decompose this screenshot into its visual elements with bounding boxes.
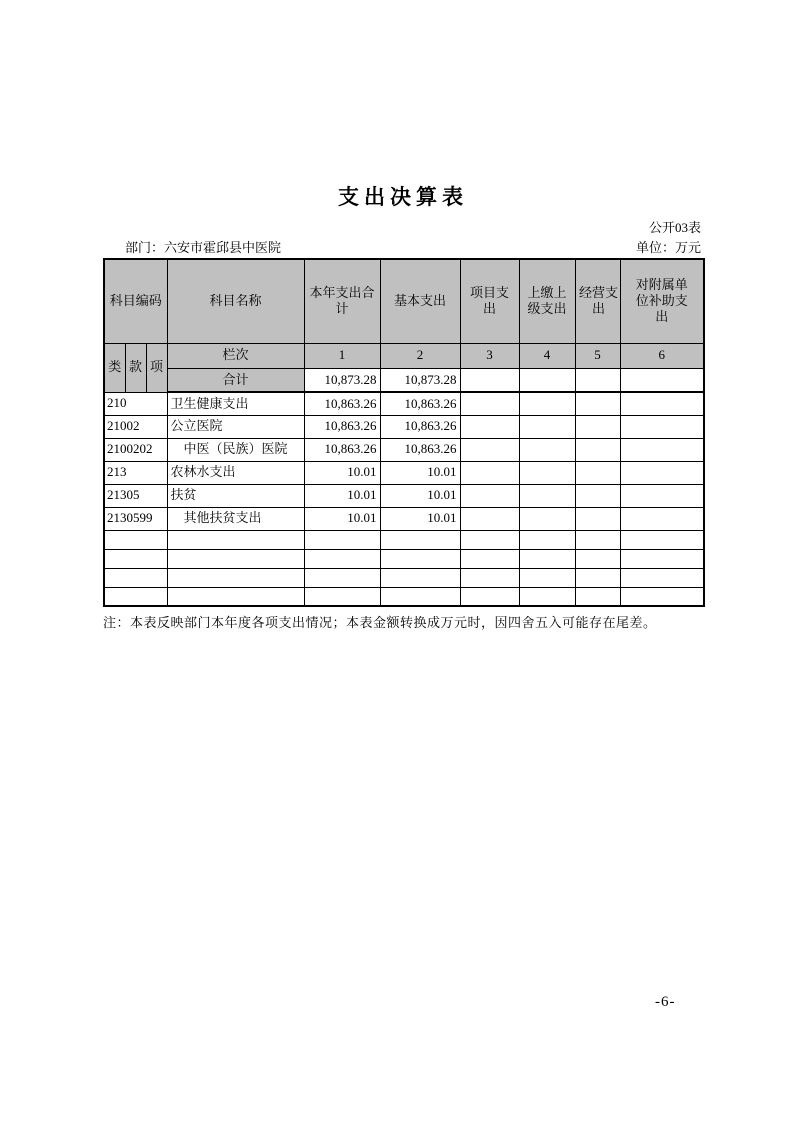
- expenditure-table: [103, 258, 705, 607]
- total-value-2: 10,873.28: [380, 368, 460, 392]
- row-value-2: 10,863.26: [380, 438, 460, 461]
- row-value-3: [460, 392, 519, 415]
- col-number-3: 3: [460, 343, 519, 368]
- header-upper-level-expenditure: 上缴上级支出: [519, 259, 575, 343]
- table-code-label: 公开03表: [648, 220, 701, 235]
- subheader-section: 款: [125, 343, 146, 392]
- total-value-6: [620, 368, 704, 392]
- unit-label: 单位：万元: [635, 240, 701, 255]
- header-total-expenditure: 本年支出合计: [304, 259, 380, 343]
- table-row: [104, 461, 704, 484]
- subheader-class: 类: [104, 343, 125, 392]
- row-value-6: [620, 415, 704, 438]
- row-code: 213: [104, 461, 167, 484]
- header-operating-expenditure: 经营支出: [575, 259, 620, 343]
- header-basic-expenditure: 基本支出: [380, 259, 460, 343]
- department-label: 部门：六安市霍邱县中医院: [125, 240, 282, 255]
- header-subject-code: 科目编码: [104, 259, 167, 343]
- col-number-6: 6: [620, 343, 704, 368]
- row-code: 210: [104, 392, 167, 415]
- row-value-1: 10.01: [304, 461, 380, 484]
- row-value-6: [620, 484, 704, 507]
- row-name: 公立医院: [167, 415, 304, 438]
- row-value-5: [575, 415, 620, 438]
- table-header-row: [104, 259, 704, 343]
- row-value-1: 10,863.26: [304, 438, 380, 461]
- lanci-label: 栏次: [167, 343, 304, 368]
- row-value-3: [460, 484, 519, 507]
- empty-row: [104, 587, 704, 606]
- row-value-6: [620, 438, 704, 461]
- row-value-6: [620, 392, 704, 415]
- header-subsidy-expenditure: 对附属单位补助支出: [620, 259, 704, 343]
- table-row: [104, 438, 704, 461]
- row-value-2: 10.01: [380, 507, 460, 530]
- total-row: [104, 368, 704, 392]
- row-value-6: [620, 507, 704, 530]
- col-number-5: 5: [575, 343, 620, 368]
- row-value-3: [460, 438, 519, 461]
- empty-row: [104, 549, 704, 568]
- row-value-3: [460, 415, 519, 438]
- row-name: 其他扶贫支出: [167, 507, 304, 530]
- row-value-4: [519, 507, 575, 530]
- col-number-4: 4: [519, 343, 575, 368]
- row-value-5: [575, 484, 620, 507]
- total-value-4: [519, 368, 575, 392]
- row-value-1: 10.01: [304, 507, 380, 530]
- row-value-5: [575, 507, 620, 530]
- subheader-item: 项: [146, 343, 167, 392]
- row-value-6: [620, 461, 704, 484]
- row-code: 2100202: [104, 438, 167, 461]
- col-number-2: 2: [380, 343, 460, 368]
- row-value-4: [519, 415, 575, 438]
- column-index-row: [104, 343, 704, 368]
- total-value-3: [460, 368, 519, 392]
- total-label: 合计: [167, 368, 304, 392]
- empty-row: [104, 568, 704, 587]
- total-value-1: 10,873.28: [304, 368, 380, 392]
- row-value-3: [460, 507, 519, 530]
- table-row: [104, 484, 704, 507]
- row-name: 扶贫: [167, 484, 304, 507]
- row-value-2: 10,863.26: [380, 415, 460, 438]
- row-value-5: [575, 461, 620, 484]
- table-row: [104, 507, 704, 530]
- footnote: 注：本表反映部门本年度各项支出情况；本表金额转换成万元时，因四舍五入可能存在尾差。: [103, 615, 657, 630]
- row-value-5: [575, 392, 620, 415]
- total-value-5: [575, 368, 620, 392]
- row-value-4: [519, 392, 575, 415]
- header-project-expenditure: 项目支出: [460, 259, 519, 343]
- row-value-4: [519, 461, 575, 484]
- empty-row: [104, 530, 704, 549]
- row-name: 农林水支出: [167, 461, 304, 484]
- row-value-3: [460, 461, 519, 484]
- row-value-1: 10,863.26: [304, 392, 380, 415]
- row-value-2: 10,863.26: [380, 392, 460, 415]
- row-value-2: 10.01: [380, 461, 460, 484]
- header-subject-name: 科目名称: [167, 259, 304, 343]
- row-name: 中医（民族）医院: [167, 438, 304, 461]
- row-value-4: [519, 484, 575, 507]
- page-title: 支出决算表: [338, 186, 468, 209]
- row-code: 21305: [104, 484, 167, 507]
- row-value-4: [519, 438, 575, 461]
- col-number-1: 1: [304, 343, 380, 368]
- meta-row: [103, 237, 703, 255]
- row-name: 卫生健康支出: [167, 392, 304, 415]
- row-value-5: [575, 438, 620, 461]
- page-number: -6-: [655, 994, 676, 1010]
- row-code: 2130599: [104, 507, 167, 530]
- row-code: 21002: [104, 415, 167, 438]
- table-row: [104, 415, 704, 438]
- row-value-1: 10.01: [304, 484, 380, 507]
- table-row: [104, 392, 704, 415]
- row-value-1: 10,863.26: [304, 415, 380, 438]
- row-value-2: 10.01: [380, 484, 460, 507]
